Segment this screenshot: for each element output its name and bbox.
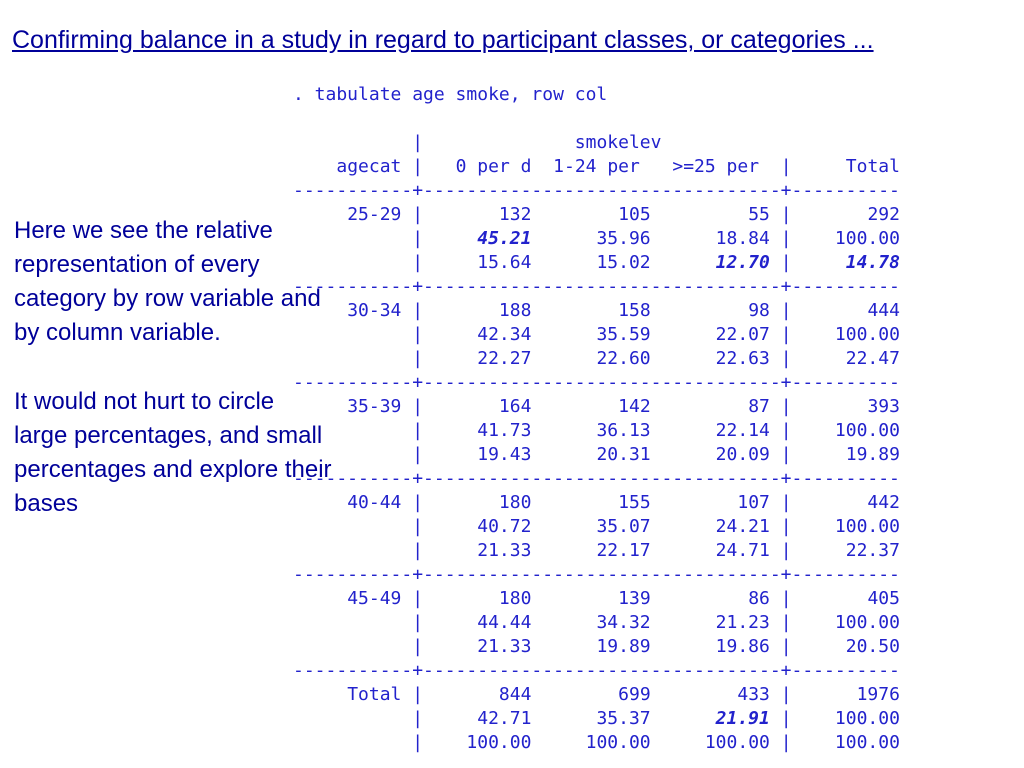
table-cell: 22.14 [715, 420, 770, 441]
table-cell-total: 19.89 [845, 444, 900, 465]
table-cell: 98 [748, 300, 770, 321]
row-label: 40-44 [347, 492, 402, 513]
note-circle-percentages: It would not hurt to circle large percentages, and small percentages and explore their bases [14, 388, 332, 517]
table-cell: 21.33 [477, 540, 532, 561]
table-cell: 12.70 [715, 252, 770, 273]
table-cell: 155 [618, 492, 651, 513]
table-cell: 433 [737, 684, 770, 705]
table-cell: 35.07 [596, 516, 651, 537]
column-header-total: Total [845, 156, 900, 177]
table-cell: 21.23 [715, 612, 770, 633]
table-cell: 15.02 [596, 252, 651, 273]
row-label: 45-49 [347, 588, 402, 609]
table-cell: 20.09 [715, 444, 770, 465]
table-cell-total: 100.00 [834, 516, 900, 537]
table-cell: 100.00 [704, 732, 770, 753]
table-cell-total: 100.00 [834, 612, 900, 633]
table-cell: 22.60 [596, 348, 651, 369]
table-cell: 34.32 [596, 612, 651, 633]
table-cell: 19.89 [596, 636, 651, 657]
table-cell-total: 100.00 [834, 708, 900, 729]
table-cell: 142 [618, 396, 651, 417]
table-cell: 180 [498, 588, 532, 609]
table-cell: 55 [748, 204, 770, 225]
table-cell: 35.37 [596, 708, 651, 729]
row-label: 35-39 [347, 396, 402, 417]
table-cell-total: 100.00 [834, 324, 900, 345]
table-cell: 86 [748, 588, 770, 609]
table-cell-total: 442 [867, 492, 900, 513]
table-cell-total: 100.00 [834, 420, 900, 441]
slide-title: Confirming balance in a study in regard to participant classes, or categories ... [12, 26, 874, 54]
table-cell: 24.71 [715, 540, 770, 561]
table-cell: 188 [498, 300, 532, 321]
table-cell: 22.27 [477, 348, 532, 369]
table-cell: 87 [748, 396, 770, 417]
column-header: 1-24 per [553, 156, 640, 177]
note-block-1 [14, 214, 334, 350]
table-cell: 100.00 [585, 732, 651, 753]
table-cell-total: 292 [867, 204, 900, 225]
table-cell: 15.64 [477, 252, 532, 273]
table-cell: 42.34 [477, 324, 532, 345]
table-cell: 139 [618, 588, 651, 609]
table-cell: 180 [498, 492, 532, 513]
table-cell: 24.21 [715, 516, 770, 537]
row-label: 25-29 [347, 204, 402, 225]
table-cell-total: 1976 [856, 684, 900, 705]
table-cell-total: 14.78 [845, 252, 900, 273]
table-cell: 41.73 [477, 420, 532, 441]
column-header: >=25 per [672, 156, 760, 177]
table-cell: 158 [618, 300, 651, 321]
table-cell: 100.00 [466, 732, 532, 753]
table-cell: 19.43 [477, 444, 532, 465]
table-cell-total: 20.50 [845, 636, 900, 657]
stata-output: . tabulate age smoke, row col | smokelev agecat | 0 per d 1-24 per >=25 per | Total -----------+---------------------------------+---------- 25-29 | 132 105 55 | 292 | 45.21 35.96 18.84 | 100.00 | 15.64 15.02 12.70 | 14.78 -----------+---------------------------------+---------- 30-34 | 188 158 98 | 444 | 42.34 35.59 22.07 | 100.00 | 22.27 22.60 22.63 | 22.47 -----------+---------------------------------+---------- 35-39 | 164 142 87 | 393 | 41.73 36.13 22.14 | 100.00 | 19.43 20.31 20.09 | 19.89 -----------+---------------------------------+---------- 40-44 | 180 155 107 | 442 | 40.72 35.07 24.21 | 100.00 | 21.33 22.17 24.71 | 22.37 -----------+---------------------------------+---------- 45-49 | 180 139 86 | 405 | 44.44 34.32 21.23 | 100.00 | 21.33 19.89 19.86 | 20.50 -----------+---------------------------------+---------- Total | 844 699 433 | 1976 | 42.71 35.37 21.91 | 100.00 | 100.00 100.00 100.00 | 100.00 [293, 84, 900, 753]
table-cell: 844 [498, 684, 532, 705]
table-cell: 699 [618, 684, 651, 705]
table-cell: 44.44 [477, 612, 532, 633]
table-cell: 18.84 [715, 228, 770, 249]
table-cell: 40.72 [477, 516, 532, 537]
table-cell: 22.63 [715, 348, 770, 369]
note-relative-representation: Here we see the relative representation of every category by row variable and by column variable. [14, 217, 321, 346]
table-cell-total: 100.00 [834, 228, 900, 249]
table-cell: 20.31 [596, 444, 651, 465]
stata-command: . tabulate age smoke, row col [293, 84, 608, 105]
row-label: Total [347, 684, 402, 705]
table-cell: 21.91 [715, 708, 770, 729]
table-cell-total: 393 [867, 396, 900, 417]
table-cell: 42.71 [477, 708, 532, 729]
table-cell-total: 22.47 [845, 348, 900, 369]
table-cell: 21.33 [477, 636, 532, 657]
table-cell: 35.59 [596, 324, 651, 345]
column-header: 0 per d [455, 156, 532, 177]
table-cell: 36.13 [596, 420, 651, 441]
table-cell-total: 100.00 [834, 732, 900, 753]
table-cell: 45.21 [477, 228, 532, 249]
table-cell: 22.07 [715, 324, 770, 345]
table-cell-total: 405 [867, 588, 900, 609]
column-variable-label: smokelev [574, 132, 662, 153]
row-variable-label: agecat [336, 156, 402, 177]
table-cell: 164 [498, 396, 532, 417]
table-cell: 19.86 [715, 636, 770, 657]
row-label: 30-34 [347, 300, 402, 321]
note-block-2 [14, 385, 334, 521]
table-cell: 107 [737, 492, 770, 513]
table-cell-total: 444 [867, 300, 900, 321]
table-cell-total: 22.37 [845, 540, 900, 561]
table-cell: 132 [498, 204, 532, 225]
table-cell: 105 [618, 204, 651, 225]
table-cell: 22.17 [596, 540, 651, 561]
table-cell: 35.96 [596, 228, 651, 249]
